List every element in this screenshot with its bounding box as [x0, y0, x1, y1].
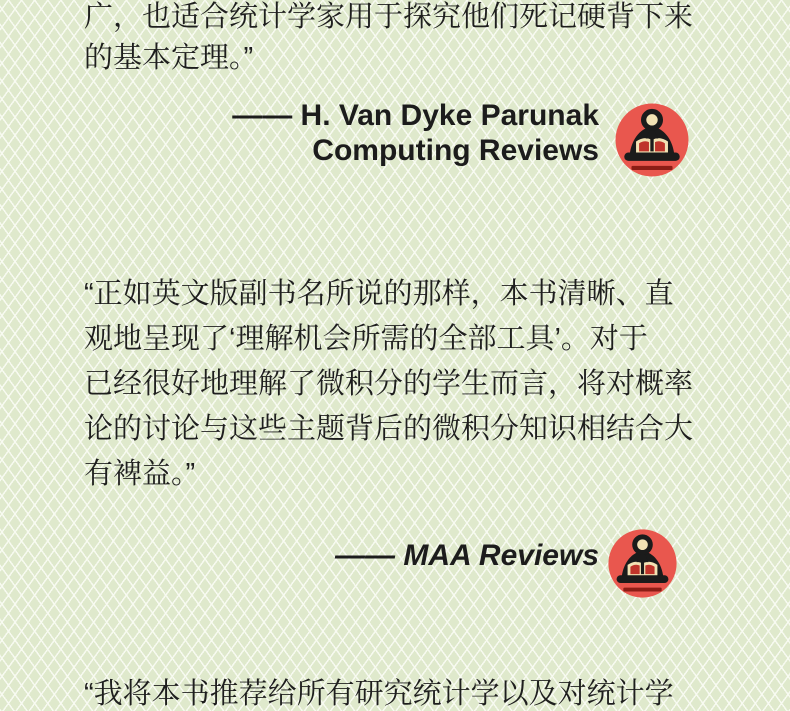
- quote-text-line: 的基本定理。”: [84, 42, 254, 74]
- review-quote-maa-reviews: [84, 272, 693, 497]
- attribution-computing-reviews: [232, 98, 599, 168]
- quote-text-line: “我将本书推荐给所有研究统计学以及对统计学: [84, 678, 674, 710]
- quote-text-line: 已经很好地理解了微积分的学生而言，将对概率: [84, 368, 694, 400]
- attribution-maa-reviews: [335, 538, 599, 573]
- review-quote-third: [84, 672, 674, 711]
- attribution-name: —— MAA Reviews: [335, 539, 599, 572]
- quote-text-line: “正如英文版副书名所说的那样，本书清晰、直: [84, 278, 674, 310]
- attribution-name: —— H. Van Dyke Parunak: [232, 99, 599, 132]
- quote-text-line: 有裨益。”: [84, 458, 196, 490]
- quote-text-line: 广，也适合统计学家用于探究他们死记硬背下来: [84, 1, 694, 33]
- quote-text-line: 观地呈现了‘理解机会所需的全部工具’。对于: [84, 323, 648, 355]
- review-quote-computing-reviews: [84, 0, 693, 79]
- reader-badge-icon: [607, 528, 678, 599]
- quote-text-line: 论的讨论与这些主题背后的微积分知识相结合大: [84, 413, 694, 445]
- attribution-source: Computing Reviews: [312, 134, 599, 167]
- reader-badge-icon: [614, 102, 690, 178]
